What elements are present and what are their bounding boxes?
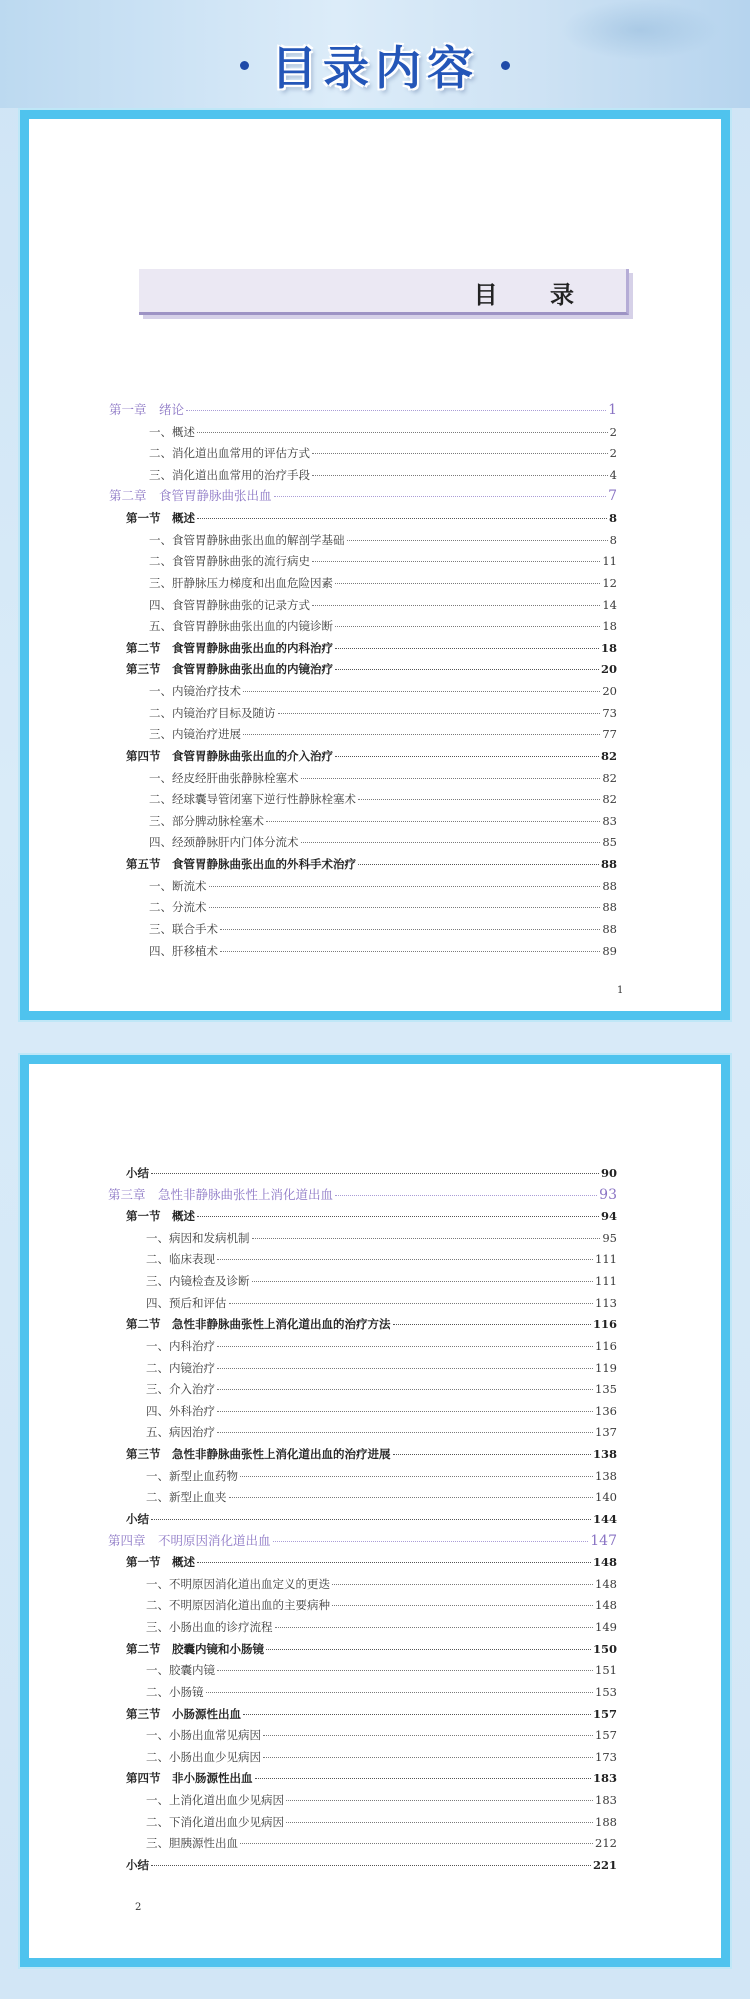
toc-entry-label: 第三章 急性非静脉曲张性上消化道出血	[108, 1186, 334, 1202]
toc-entry-label: 四、外科治疗	[146, 1403, 215, 1418]
dot-leader	[274, 496, 607, 497]
toc-entry-label: 三、内镜检查及诊断	[146, 1274, 250, 1289]
toc-entry-label: 一、经皮经肝曲张静脉栓塞术	[149, 770, 299, 785]
toc-item-entry[interactable]	[146, 1597, 617, 1613]
toc-entry-label: 三、肝静脉压力梯度和出血危险因素	[149, 575, 333, 590]
page-number: 2	[135, 1902, 142, 1913]
toc-entry-label: 小结	[126, 1511, 149, 1526]
toc-item-entry[interactable]	[149, 445, 617, 461]
toc-page-1	[20, 110, 730, 1020]
toc-item-entry[interactable]	[149, 899, 617, 915]
toc-entry-page: 183	[595, 1792, 617, 1807]
page-number: 1	[617, 985, 624, 996]
toc-entry-label: 二、分流术	[149, 900, 207, 915]
dot-leader	[358, 799, 600, 800]
toc-entry-page: 82	[600, 748, 617, 763]
toc-entry-page: 188	[595, 1814, 617, 1829]
toc-entry-label: 一、病因和发病机制	[146, 1230, 250, 1245]
toc-entry-page: 148	[595, 1576, 617, 1591]
dot-leader	[266, 1649, 591, 1650]
toc-item-entry[interactable]	[149, 424, 617, 440]
bullet-dot-icon	[240, 61, 249, 70]
dot-leader	[240, 1476, 593, 1477]
toc-item-entry[interactable]	[146, 1662, 617, 1678]
dot-leader	[151, 1865, 591, 1866]
toc-entry-page: 153	[595, 1684, 617, 1699]
dot-leader	[217, 1389, 593, 1390]
toc-item-entry[interactable]	[149, 791, 617, 807]
toc-entry-page: 14	[602, 597, 617, 612]
toc-item-entry[interactable]	[149, 532, 617, 548]
toc-entry-page: 157	[595, 1728, 617, 1743]
toc-entry-page: 7	[608, 488, 617, 505]
toc-item-entry[interactable]	[146, 1251, 617, 1267]
toc-item-entry[interactable]	[146, 1792, 617, 1808]
toc-entry-page: 136	[595, 1403, 617, 1418]
dot-leader	[335, 626, 600, 627]
dot-leader	[220, 951, 600, 952]
toc-entry-page: 135	[595, 1382, 617, 1397]
toc-entry-page: 73	[602, 705, 617, 720]
toc-entry-label: 四、肝移植术	[149, 943, 218, 958]
toc-section-entry[interactable]	[126, 661, 617, 677]
toc-entry-page: 116	[592, 1317, 617, 1332]
toc-item-entry[interactable]	[146, 1489, 617, 1505]
toc-entry-page: 116	[595, 1338, 617, 1353]
toc-item-entry[interactable]	[146, 1403, 617, 1419]
toc-entry-page: 12	[602, 575, 617, 590]
dot-leader	[335, 756, 599, 757]
toc-item-entry[interactable]	[149, 553, 617, 569]
toc-entry-page: 113	[595, 1295, 617, 1310]
toc-heading-box	[139, 269, 629, 315]
toc-entry-label: 一、内镜治疗技术	[149, 684, 241, 699]
dot-leader	[197, 1216, 599, 1217]
toc-entry-page: 95	[602, 1230, 617, 1245]
dot-leader	[186, 410, 606, 411]
toc-entry-label: 第二节 胶囊内镜和小肠镜	[126, 1641, 264, 1656]
toc-section-entry[interactable]	[126, 1554, 617, 1570]
toc-item-entry[interactable]	[149, 921, 617, 937]
toc-section-entry[interactable]	[126, 1511, 617, 1527]
toc-entry-page: 18	[602, 619, 617, 634]
toc-item-entry[interactable]	[146, 1424, 617, 1440]
toc-entry-page: 147	[590, 1532, 617, 1549]
toc-entry-page: 83	[602, 813, 617, 828]
dot-leader	[217, 1670, 593, 1671]
toc-entry-label: 二、下消化道出血少见病因	[146, 1814, 284, 1829]
toc-entry-label: 第四章 不明原因消化道出血	[108, 1532, 271, 1548]
dot-leader	[335, 583, 600, 584]
toc-item-entry[interactable]	[146, 1360, 617, 1376]
dot-leader	[263, 1735, 593, 1736]
dot-leader	[217, 1368, 593, 1369]
toc-section-entry[interactable]	[126, 640, 617, 656]
toc-entry-label: 二、食管胃静脉曲张的流行病史	[149, 554, 310, 569]
toc-entry-page: 4	[609, 467, 617, 482]
toc-entry-label: 三、联合手术	[149, 921, 218, 936]
toc-entry-label: 第三节 急性非静脉曲张性上消化道出血的治疗进展	[126, 1447, 391, 1462]
toc-item-entry[interactable]	[146, 1295, 617, 1311]
toc-section-entry[interactable]	[126, 1857, 617, 1873]
toc-section-entry[interactable]	[126, 856, 617, 872]
toc-entry-page: 8	[608, 511, 617, 526]
toc-section-entry[interactable]	[126, 510, 617, 526]
toc-item-entry[interactable]	[146, 1619, 617, 1635]
toc-entry-label: 二、内镜治疗目标及随访	[149, 705, 276, 720]
toc-entry-page: 20	[602, 684, 617, 699]
toc-item-entry[interactable]	[146, 1468, 617, 1484]
dot-leader	[206, 1692, 594, 1693]
toc-entry-page: 148	[595, 1598, 617, 1613]
toc-item-entry[interactable]	[146, 1727, 617, 1743]
toc-entry-page: 18	[600, 640, 617, 655]
toc-entry-page: 88	[602, 878, 617, 893]
toc-item-entry[interactable]	[149, 770, 617, 786]
toc-entry-label: 第一节 概述	[126, 1209, 195, 1224]
toc-entry-label: 第一节 概述	[126, 1555, 195, 1570]
toc-entry-label: 二、内镜治疗	[146, 1360, 215, 1375]
toc-entry-label: 第二节 食管胃静脉曲张出血的内科治疗	[126, 640, 333, 655]
toc-section-entry[interactable]	[126, 748, 617, 764]
toc-item-entry[interactable]	[149, 943, 617, 959]
dot-leader	[332, 1584, 593, 1585]
dot-leader	[393, 1454, 591, 1455]
toc-chapter-entry[interactable]	[109, 402, 617, 418]
dot-leader	[209, 886, 601, 887]
dot-leader	[151, 1519, 591, 1520]
dot-leader	[312, 561, 600, 562]
dot-leader	[263, 1757, 593, 1758]
dot-leader	[278, 713, 601, 714]
toc-entry-page: 149	[595, 1620, 617, 1635]
dot-leader	[335, 1195, 597, 1196]
toc-entry-page: 138	[595, 1468, 617, 1483]
toc-item-entry[interactable]	[146, 1684, 617, 1700]
toc-entry-page: 88	[602, 921, 617, 936]
toc-entry-page: 111	[595, 1274, 617, 1289]
bullet-dot-icon	[501, 61, 510, 70]
dot-leader	[286, 1822, 593, 1823]
toc-entry-label: 第五节 食管胃静脉曲张出血的外科手术治疗	[126, 857, 356, 872]
toc-page-2	[20, 1055, 730, 1967]
toc-entry-label: 二、小肠出血少见病因	[146, 1749, 261, 1764]
toc-item-entry[interactable]	[149, 878, 617, 894]
toc-entry-label: 五、食管胃静脉曲张出血的内镜诊断	[149, 619, 333, 634]
toc-item-entry[interactable]	[149, 834, 617, 850]
toc-entry-label: 一、食管胃静脉曲张出血的解剖学基础	[149, 532, 345, 547]
toc-entry-page: 88	[602, 900, 617, 915]
dot-leader	[273, 1541, 589, 1542]
toc-entry-label: 第二章 食管胃静脉曲张出血	[109, 488, 272, 504]
toc-entry-label: 一、概述	[149, 424, 195, 439]
toc-entry-page: 90	[600, 1166, 617, 1180]
dot-leader	[220, 929, 600, 930]
toc-section-entry[interactable]	[126, 1316, 617, 1332]
toc-entry-page: 88	[600, 857, 617, 872]
toc-item-entry[interactable]	[146, 1230, 617, 1246]
toc-item-entry[interactable]	[149, 726, 617, 742]
toc-item-entry[interactable]	[149, 618, 617, 634]
dot-leader	[266, 821, 600, 822]
toc-item-entry[interactable]	[149, 705, 617, 721]
dot-leader	[243, 734, 600, 735]
toc-entry-label: 第三节 小肠源性出血	[126, 1706, 241, 1721]
toc-entry-label: 第一章 绪论	[109, 402, 185, 417]
toc-entry-label: 二、经球囊导管闭塞下逆行性静脉栓塞术	[149, 792, 356, 807]
toc-item-entry[interactable]	[146, 1835, 617, 1851]
dot-leader	[217, 1411, 593, 1412]
toc-entry-page: 85	[602, 835, 617, 850]
dot-leader	[240, 1843, 593, 1844]
toc-entry-page: 82	[602, 792, 617, 807]
toc-entry-label: 第一节 概述	[126, 511, 195, 526]
toc-entry-page: 2	[609, 424, 617, 439]
toc-entry-label: 一、新型止血药物	[146, 1468, 238, 1483]
toc-entry-label: 小结	[126, 1857, 149, 1872]
dot-leader	[209, 907, 601, 908]
toc-item-entry[interactable]	[146, 1749, 617, 1765]
toc-entry-page: 8	[609, 532, 617, 547]
toc-entry-label: 第四节 非小肠源性出血	[126, 1771, 253, 1786]
toc-entry-label: 五、病因治疗	[146, 1425, 215, 1440]
dot-leader	[255, 1778, 591, 1779]
toc-item-entry[interactable]	[146, 1381, 617, 1397]
toc-entry-label: 二、不明原因消化道出血的主要病种	[146, 1598, 330, 1613]
dot-leader	[252, 1281, 594, 1282]
toc-item-entry[interactable]	[149, 467, 617, 483]
page-title: 目录内容	[271, 41, 479, 95]
toc-entry-page: 148	[592, 1555, 617, 1570]
dot-leader	[229, 1303, 594, 1304]
toc-chapter-entry[interactable]	[108, 1187, 617, 1203]
toc-entry-label: 四、经颈静脉肝内门体分流术	[149, 835, 299, 850]
toc-item-entry[interactable]	[149, 813, 617, 829]
dot-leader	[335, 648, 599, 649]
dot-leader	[197, 1562, 591, 1563]
toc-entry-page: 144	[592, 1511, 617, 1526]
toc-entry-page: 94	[600, 1209, 617, 1224]
dot-leader	[243, 691, 600, 692]
dot-leader	[335, 669, 599, 670]
toc-entry-page: 150	[592, 1641, 617, 1656]
dot-leader	[252, 1238, 601, 1239]
toc-entry-label: 一、上消化道出血少见病因	[146, 1792, 284, 1807]
toc-entry-page: 20	[600, 662, 617, 677]
dot-leader	[275, 1627, 594, 1628]
toc-entry-label: 一、内科治疗	[146, 1338, 215, 1353]
toc-entry-label: 第四节 食管胃静脉曲张出血的介入治疗	[126, 748, 333, 763]
toc-item-entry[interactable]	[146, 1273, 617, 1289]
toc-entry-page: 173	[595, 1749, 617, 1764]
dot-leader	[229, 1497, 594, 1498]
toc-entry-label: 三、消化道出血常用的治疗手段	[149, 467, 310, 482]
toc-entry-page: 2	[609, 446, 617, 461]
toc-entry-page: 138	[592, 1447, 617, 1462]
toc-entry-label: 一、断流术	[149, 878, 207, 893]
toc-entry-label: 三、介入治疗	[146, 1382, 215, 1397]
toc-heading: 目 录	[473, 281, 596, 309]
header-title-bar	[0, 30, 750, 100]
dot-leader	[217, 1432, 593, 1433]
toc-entry-page: 1	[608, 402, 617, 418]
toc-section-entry[interactable]	[126, 1706, 617, 1722]
dot-leader	[393, 1324, 591, 1325]
toc-entry-label: 二、消化道出血常用的评估方式	[149, 446, 310, 461]
toc-entry-page: 11	[602, 554, 617, 569]
toc-entry-label: 第三节 食管胃静脉曲张出血的内镜治疗	[126, 662, 333, 677]
toc-entry-label: 一、胶囊内镜	[146, 1663, 215, 1678]
toc-entry-label: 一、不明原因消化道出血定义的更迭	[146, 1576, 330, 1591]
toc-entry-label: 二、小肠镜	[146, 1684, 204, 1699]
toc-entry-page: 119	[595, 1360, 617, 1375]
dot-leader	[312, 475, 608, 476]
toc-entry-page: 157	[592, 1706, 617, 1721]
toc-item-entry[interactable]	[146, 1338, 617, 1354]
toc-entry-label: 三、胆胰源性出血	[146, 1836, 238, 1851]
toc-entry-page: 82	[602, 770, 617, 785]
dot-leader	[217, 1346, 593, 1347]
toc-entry-page: 183	[592, 1771, 617, 1786]
dot-leader	[197, 518, 607, 519]
dot-leader	[243, 1714, 591, 1715]
toc-chapter-entry[interactable]	[108, 1533, 617, 1549]
toc-entry-page: 221	[592, 1857, 617, 1872]
toc-item-entry[interactable]	[149, 597, 617, 613]
toc-entry-page: 212	[595, 1836, 617, 1851]
toc-section-entry[interactable]	[126, 1770, 617, 1786]
dot-leader	[347, 540, 608, 541]
toc-chapter-entry[interactable]	[109, 488, 617, 504]
toc-section-entry[interactable]	[126, 1641, 617, 1657]
dot-leader	[358, 864, 599, 865]
toc-entry-label: 第二节 急性非静脉曲张性上消化道出血的治疗方法	[126, 1317, 391, 1332]
toc-entry-page: 93	[599, 1186, 617, 1203]
dot-leader	[332, 1605, 593, 1606]
toc-item-entry[interactable]	[149, 575, 617, 591]
toc-entry-label: 小结	[126, 1166, 149, 1180]
dot-leader	[197, 432, 608, 433]
toc-entry-label: 三、部分脾动脉栓塞术	[149, 813, 264, 828]
toc-section-entry[interactable]	[126, 1208, 617, 1224]
toc-item-entry[interactable]	[146, 1814, 617, 1830]
toc-entry-label: 四、食管胃静脉曲张的记录方式	[149, 597, 310, 612]
toc-entry-label: 二、新型止血夹	[146, 1490, 227, 1505]
toc-entry-page: 151	[595, 1663, 617, 1678]
toc-entry-label: 四、预后和评估	[146, 1295, 227, 1310]
dot-leader	[312, 453, 608, 454]
dot-leader	[301, 842, 601, 843]
toc-entry-page: 140	[595, 1490, 617, 1505]
toc-entry-page: 111	[595, 1252, 617, 1267]
toc-entry-page: 137	[595, 1425, 617, 1440]
toc-section-entry[interactable]	[126, 1165, 617, 1181]
toc-entry-page: 89	[602, 943, 617, 958]
toc-entry-label: 一、小肠出血常见病因	[146, 1728, 261, 1743]
dot-leader	[217, 1259, 593, 1260]
dot-leader	[312, 605, 600, 606]
toc-section-entry[interactable]	[126, 1446, 617, 1462]
toc-entry-page: 77	[602, 727, 617, 742]
dot-leader	[301, 778, 601, 779]
toc-item-entry[interactable]	[146, 1576, 617, 1592]
dot-leader	[151, 1173, 599, 1174]
toc-item-entry[interactable]	[149, 683, 617, 699]
toc-entry-label: 二、临床表现	[146, 1252, 215, 1267]
dot-leader	[286, 1800, 593, 1801]
toc-entry-label: 三、内镜治疗进展	[149, 727, 241, 742]
toc-entry-label: 三、小肠出血的诊疗流程	[146, 1620, 273, 1635]
